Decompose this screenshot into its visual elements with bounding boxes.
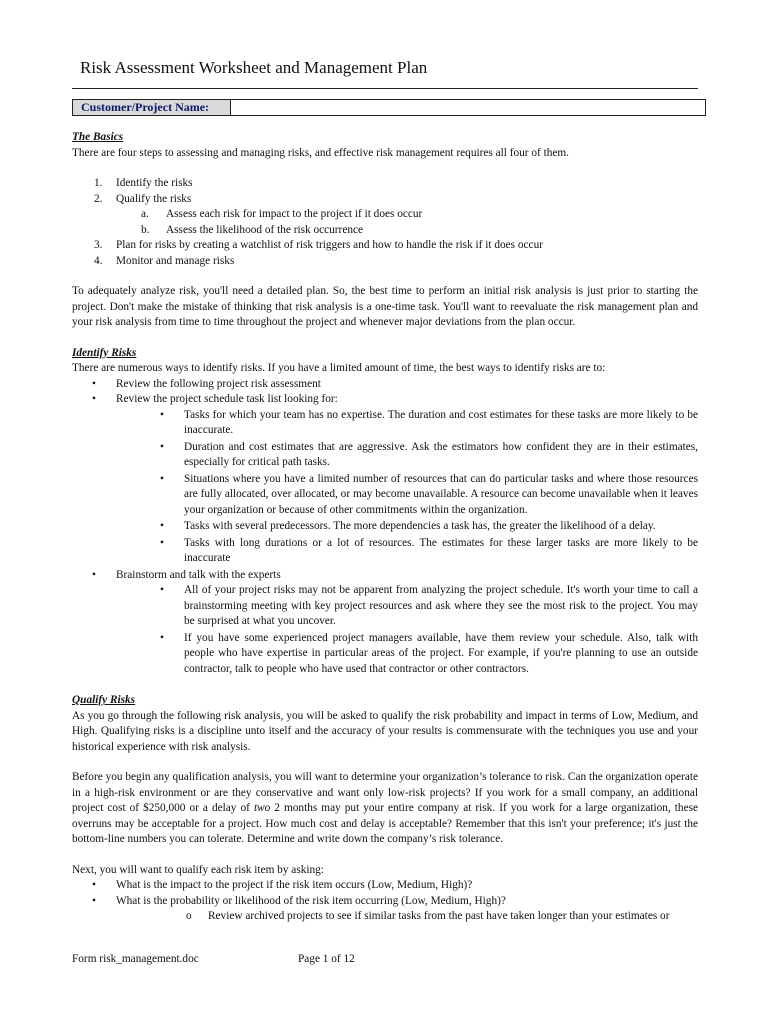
experts-sublist xyxy=(116,583,698,677)
bullet-icon: • xyxy=(92,568,96,581)
section-heading-qualify: Qualify Risks xyxy=(72,694,136,706)
list-item: • Tasks with long durations or a lot of resources. The estimates for these larger tasks are more likely to be inaccurate xyxy=(160,536,698,564)
bullet-icon: • xyxy=(160,472,164,485)
qualify-paragraph-2: Before you begin any qualification analysis, you will want to determine your organization’s tolerance to risk. Can the organization operate in a high-risk environment or are they conservative and want only low-risk projects? If you work for a small company, an additional project cost of $250,000 or a delay of two 2 months may put your entire company at risk. If you work for a large organization, these overruns may be acceptable for a project. How much cost and delay is acceptable? Remember that this isn't your preference; it's just the bottom-line numbers you can tolerate. Determine and write down the company’s risk tolerance. xyxy=(72,771,698,845)
bullet-icon: • xyxy=(160,440,164,453)
list-item: • Tasks for which your team has no expertise. The duration and cost estimates for these tasks are more likely to be inaccurate. xyxy=(160,408,698,436)
list-item: • Situations where you have a limited number of resources that can do particular tasks and where those resources are fully allocated, over allocated, or may become unavailable. A resource can become unavailable when it leaves your organization or because of other commitments within the organization. xyxy=(160,472,698,516)
qualify-paragraph-1: As you go through the following risk analysis, you will be asked to qualify the risk probability and impact in terms of Low, Medium, and High. Qualifying risks is a discipline unto itself and the accuracy of your results is commensurate with the techniques you use and your historical experience with risk analysis. xyxy=(72,709,698,753)
bullet-icon: • xyxy=(92,894,96,907)
document-body xyxy=(72,130,698,925)
title-divider xyxy=(72,88,698,89)
list-item: • Tasks with several predecessors. The more dependencies a task has, the greater the likelihood of a delay. xyxy=(116,519,698,535)
archive-sublist xyxy=(116,909,698,925)
list-item: • Duration and cost estimates that are aggressive. Ask the estimators how confident they are in their estimates, especially for critical path tasks. xyxy=(160,440,698,468)
list-item: • If you have some experienced project managers available, have them review your schedule. Also, talk with people who have expertise in particular areas of the project. For example, if you're planning to use an outside contractor, talk to people who have used that contractor or other contractors. xyxy=(160,631,698,675)
list-item: • Brainstorm and talk with the experts • All of your project risks may not be apparent from analyzing the project schedule. It's worth your time to call a brainstorming meeting with key project resources and ask where they see the most risk to the project. You may be surprised at what you uncover. • If you have some experienced project managers available, have them review your schedule. Also, talk with people who have expertise in particular areas of the project. For example, if you're planning to use an outside contractor, talk to people who have used that contractor or other contractors. xyxy=(72,568,698,678)
list-item: o Review archived projects to see if similar tasks from the past have taken longer than your estimates or xyxy=(116,909,698,925)
identify-intro: There are numerous ways to identify risks. If you have a limited amount of time, the best ways to identify risks are to: xyxy=(72,362,606,374)
list-item: 4. Monitor and manage risks xyxy=(94,254,235,267)
bullet-icon: • xyxy=(92,377,96,390)
customer-project-label: Customer/Project Name: xyxy=(73,100,231,115)
section-heading-basics: The Basics xyxy=(72,131,124,143)
basics-intro: There are four steps to assessing and managing risks, and effective risk management requires all four of them. xyxy=(72,146,570,159)
list-item: • Review the project schedule task list looking for: • Tasks for which your team has no expertise. The duration and cost estimates for these tasks are more likely to be inaccurate. • Duration and cost estimates that are aggressive. Ask the estimators how confident they are in their estimates, especially for critical path tasks. • Situations where you have a limited number of resources that can do particular tasks and where those resources are fully allocated, over allocated, or may become unavailable. A resource can become unavailable when it leaves your organization or because of other commitments within the organization. • Tasks with several predecessors. The more dependencies a task has, the greater the likelihood of a delay. • Tasks with long durations or a lot of resources. The estimates for these larger tasks are more likely to be inaccurate xyxy=(72,392,698,567)
bullet-icon: • xyxy=(160,536,164,549)
list-item: • Review the following project risk assessment xyxy=(72,377,698,393)
bullet-icon: • xyxy=(92,879,96,891)
circle-bullet-icon: o xyxy=(186,910,192,922)
bullet-icon: • xyxy=(160,520,164,532)
bullet-icon: • xyxy=(160,631,164,644)
bullet-icon: • xyxy=(160,584,164,596)
steps-list-continued xyxy=(72,238,698,269)
list-item: 2. Qualify the risks xyxy=(94,192,192,205)
qualify-questions xyxy=(72,878,698,925)
list-item: 3. Plan for risks by creating a watchlist of risk triggers and how to handle the risk if it does occur xyxy=(94,239,543,251)
footer-page-number: Page 1 of 12 xyxy=(298,953,355,965)
bullet-icon: • xyxy=(160,408,164,421)
customer-project-field xyxy=(72,99,706,116)
customer-project-value[interactable] xyxy=(231,100,705,115)
list-item: • What is the impact to the project if the risk item occurs (Low, Medium, High)? xyxy=(72,878,698,894)
plan-paragraph: To adequately analyze risk, you'll need a detailed plan. So, the best time to perform an initial risk analysis is just prior to starting the project. Don't make the mistake of thinking that risk analysis is a one-time task. You'll want to reevaluate the risk management plan and your risk analysis from time to time throughout the project and whenever major deviations from the plan occur. xyxy=(72,285,698,328)
qualify-next-intro: Next, you will want to qualify each risk item by asking: xyxy=(72,863,324,876)
list-item: 1. Identify the risks xyxy=(94,177,193,189)
list-item: a. Assess each risk for impact to the project if it does occur xyxy=(141,208,423,220)
list-item: • All of your project risks may not be apparent from analyzing the project schedule. It's worth your time to call a brainstorming meeting with key project resources and ask where they see the most risk to the project. You may be surprised at what you uncover. xyxy=(160,584,698,627)
list-item: • What is the probability or likelihood of the risk item occurring (Low, Medium, High)? o Review archived projects to see if similar tasks from the past have taken longer than your estimates or xyxy=(72,894,698,925)
bullet-icon: • xyxy=(92,393,96,405)
footer-form-name: Form risk_management.doc xyxy=(72,953,199,965)
schedule-sublist xyxy=(116,408,698,567)
steps-list xyxy=(72,176,698,207)
document-title: Risk Assessment Worksheet and Management Plan xyxy=(80,58,428,77)
section-heading-identify: Identify Risks xyxy=(72,346,137,359)
identify-list xyxy=(72,377,698,678)
substeps-list xyxy=(72,207,698,238)
list-item: b. Assess the likelihood of the risk occurrence xyxy=(141,223,364,236)
